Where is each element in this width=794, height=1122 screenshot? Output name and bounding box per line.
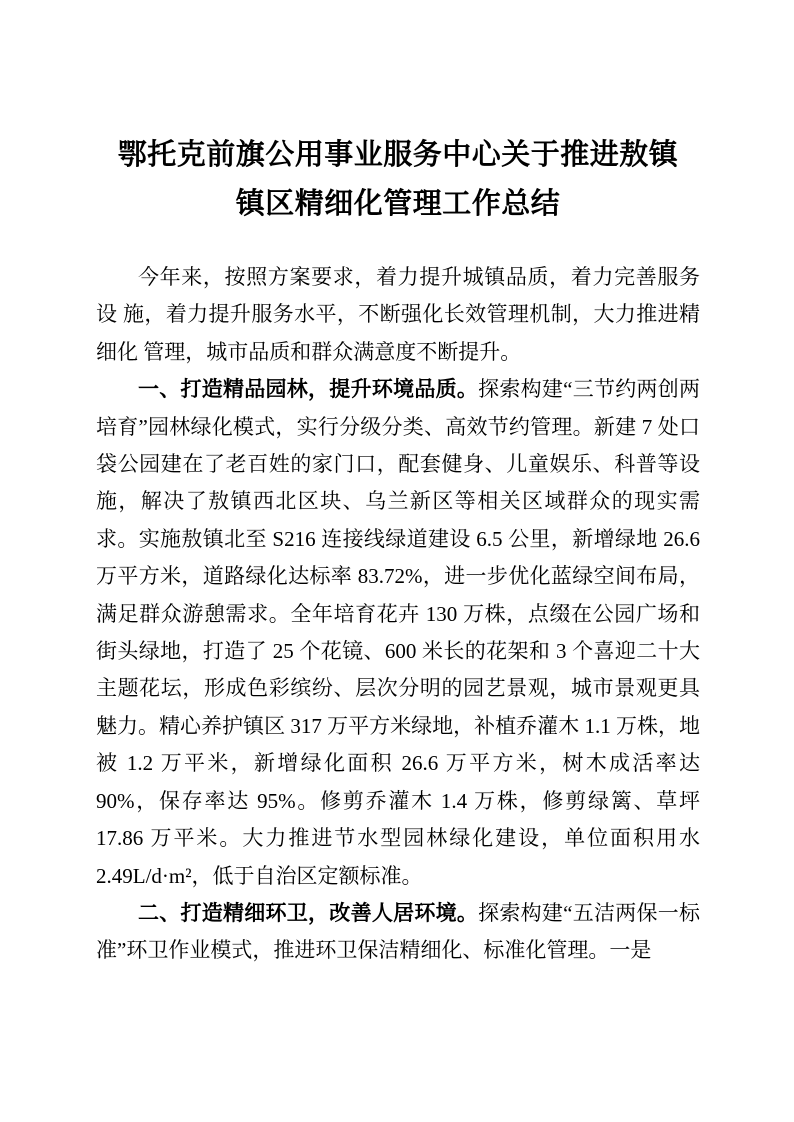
paragraph [96, 259, 700, 371]
body-text: 今年来，按照方案要求，着力提升城镇品质，着力完善服务设 施，着力提升服务水平，不断强化长效管理机制，大力推进精细化 管理，城市品质和群众满意度不断提升。 [96, 265, 700, 364]
document-title-line-2: 镇区精细化管理工作总结 [235, 188, 561, 220]
paragraph [96, 371, 700, 895]
document-body [96, 259, 700, 970]
document-title [96, 131, 700, 229]
body-text: 探索构建“三节约两创两培育”园林绿化模式，实行分级分类、高效节约管理。新建 7 处口袋公园建在了老百姓的家门口，配套健身、儿童娱乐、科普等设施，解决了敖镇西北区块、乌兰新区等相关区域群众的现实需求。实施敖镇北至 S216 连接线绿道建设 6.5 公里，新增绿地 26.6 万平方米，道路绿化达标率 83.72%，进一步优化蓝绿空间布局，满足群众游憩需求。全年培育花卉 130 万株，点缀在公园广场和街头绿地，打造了 25 个花镜、600 米长的花架和 3 个喜迎二十大主题花坛，形成色彩缤纷、层次分明的园艺景观，城市景观更具魅力。精心养护镇区 317 万平方米绿地，补植乔灌木 1.1 万株，地被 1.2 万平米，新增绿化面积 26.6 万平方米，树木成活率达 90%，保存率达 95%。修剪乔灌木 1.4 万株，修剪绿篱、草坪 17.86 万平米。大力推进节水型园林绿化建设，单位面积用水 2.49L/d·m²，低于自治区定额标准。 [96, 377, 700, 888]
document-content [96, 131, 700, 970]
body-text: 探索构建“五洁两保一标准”环卫作业模式，推进环卫保洁精细化、标准化管理。一是 [96, 900, 700, 963]
section-heading: 二、打造精细环卫，改善人居环境。 [138, 901, 479, 925]
paragraph [96, 895, 700, 970]
section-heading: 一、打造精品园林，提升环境品质。 [138, 378, 479, 402]
document-title-line-1: 鄂托克前旗公用事业服务中心关于推进敖镇 [117, 139, 679, 171]
